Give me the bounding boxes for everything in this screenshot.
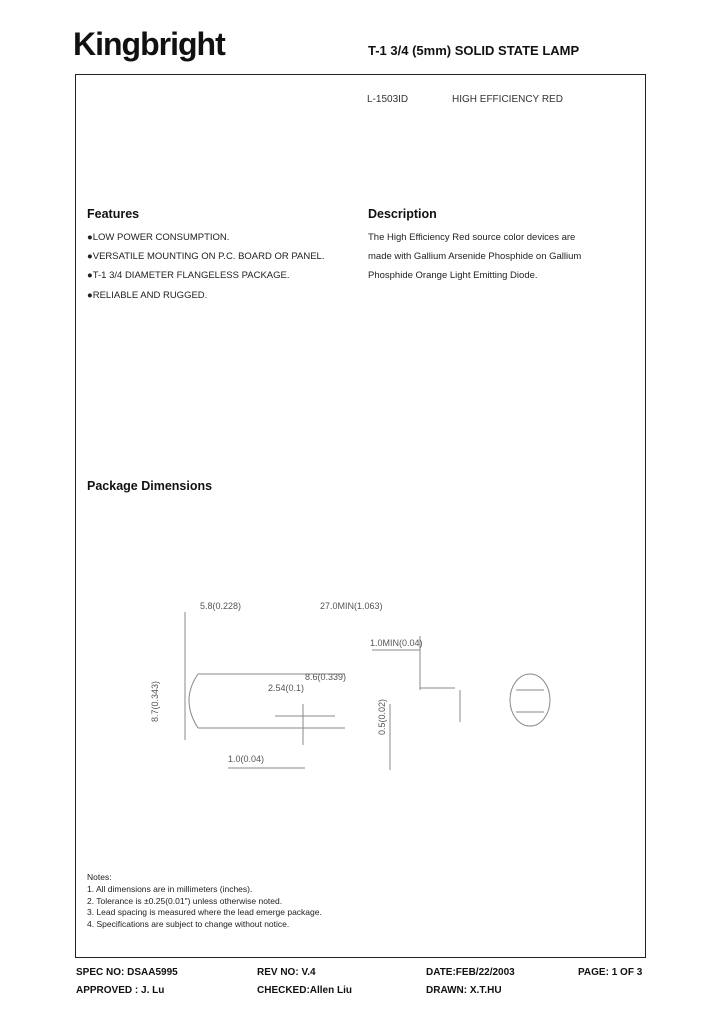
feature-item: ●RELIABLE AND RUGGED. [87,289,208,301]
dim-label: 0.5(0.02) [377,698,387,735]
feature-item: ●LOW POWER CONSUMPTION. [87,232,230,243]
part-color: HIGH EFFICIENCY RED [452,94,563,105]
note-item: 2. Tolerance is ±0.25(0.01") unless otherwise noted. [87,895,283,906]
dim-label: 1.0MIN(0.04) [370,638,423,648]
approved-by: APPROVED : J. Lu [76,985,165,996]
dim-label: 2.54(0.1) [268,683,305,693]
kingbright-logo: Kingbright [73,26,225,62]
spec-number: SPEC NO: DSAA5995 [76,967,178,978]
dim-label: 5.8(0.228) [200,601,242,611]
document-title: T-1 3/4 (5mm) SOLID STATE LAMP [368,43,580,58]
notes-heading: Notes: [87,872,112,882]
description-line: The High Efficiency Red source color devices are [368,232,576,243]
note-item: 3. Lead spacing is measured where the lead emerge package. [87,907,322,918]
revision-number: REV NO: V.4 [257,967,316,978]
drawn-by: DRAWN: X.T.HU [426,985,502,996]
part-number: L-1503ID [367,94,409,105]
description-line: made with Gallium Arsenide Phosphide on Gallium [368,251,582,263]
dim-label: 8.7(0.343) [150,680,160,722]
dim-label: 27.0MIN(1.063) [320,601,383,611]
dim-label: 1.0(0.04) [228,754,265,764]
features-heading: Features [87,207,140,221]
notes [87,872,322,931]
feature-item: ●T-1 3/4 DIAMETER FLANGELESS PACKAGE. [87,270,290,282]
document-date: DATE:FEB/22/2003 [426,967,515,978]
package-dimensions-heading: Package Dimensions [87,479,213,493]
page-number: PAGE: 1 OF 3 [578,967,643,978]
note-item: 4. Specifications are subject to change without notice. [87,919,290,930]
led-end-view [510,674,550,726]
led-dome-outline [189,674,198,728]
feature-item: ●VERSATILE MOUNTING ON P.C. BOARD OR PANEL. [87,251,325,263]
dim-label: 8.6(0.339) [305,672,347,682]
description-line: Phosphide Orange Light Emitting Diode. [368,270,538,282]
checked-by: CHECKED:Allen Liu [257,985,352,996]
note-item: 1. All dimensions are in millimeters (inches). [87,883,253,894]
description-heading: Description [368,207,437,221]
